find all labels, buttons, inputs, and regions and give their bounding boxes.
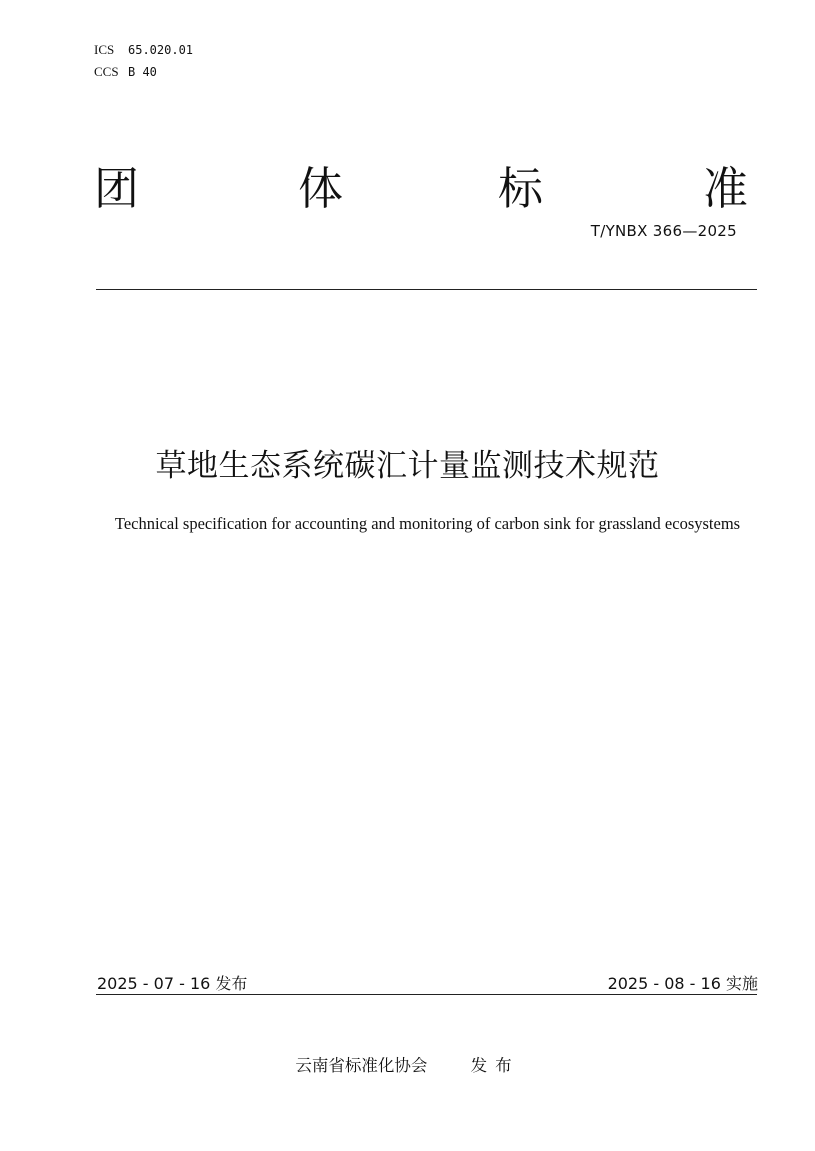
issue-label: 发布: [215, 974, 248, 993]
standard-number: T/YNBX 366—2025: [590, 222, 737, 240]
issue-date-block: [97, 971, 247, 994]
implementation-date-block: [608, 971, 758, 994]
publisher-organization: 云南省标准化协会: [295, 1056, 428, 1075]
implementation-label: 实施: [725, 974, 758, 993]
standard-type-char-4: 准: [703, 162, 749, 215]
ics-row: [94, 39, 193, 61]
ccs-row: [94, 61, 193, 83]
ccs-value: B 40: [128, 65, 157, 79]
standard-type-heading: [94, 158, 754, 220]
document-title-en: Technical specification for accounting and monitoring of carbon sink for grassland ecosystems: [114, 514, 741, 533]
header-divider: [96, 289, 757, 290]
ics-value: 65.020.01: [128, 43, 194, 57]
footer-divider: [96, 994, 757, 995]
ics-label: ICS: [94, 42, 115, 57]
issue-date: 2025 - 07 - 16: [97, 974, 211, 993]
standard-type-char-1: 团: [94, 162, 140, 215]
ccs-label: CCS: [94, 64, 119, 79]
standard-type-char-3: 标: [498, 162, 544, 215]
publisher-line: [0, 1052, 815, 1076]
classification-block: [94, 39, 193, 83]
document-title-cn: 草地生态系统碳汇计量监测技术规范: [155, 448, 660, 484]
publisher-verb: 发布: [470, 1056, 520, 1075]
implementation-date: 2025 - 08 - 16: [607, 974, 721, 993]
standard-type-char-2: 体: [298, 162, 344, 215]
